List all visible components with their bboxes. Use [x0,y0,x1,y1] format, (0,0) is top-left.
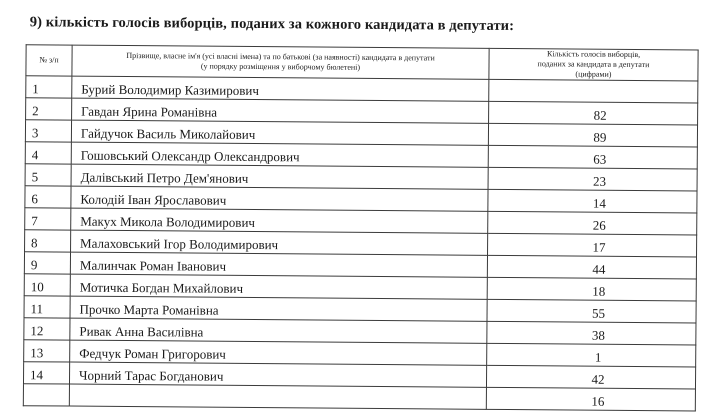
header-votes-line2: поданих за кандидата в депутати [537,59,650,70]
row-number: 6 [25,186,71,208]
candidate-name: Макух Микола Володимирович [71,208,488,233]
row-number: 7 [25,208,71,230]
votes-table [23,44,699,411]
header-number: № з/п [26,45,72,76]
vote-count: 1 [487,343,696,367]
row-number: 1 [26,76,72,98]
candidate-name [69,384,486,409]
candidate-name: Малинчак Роман Іванович [70,252,487,277]
vote-count: 17 [488,233,697,257]
row-number: 12 [24,318,70,340]
candidate-name: Малаховський Ігор Володимирович [71,230,488,255]
vote-count: 42 [486,365,695,389]
row-number: 8 [25,230,71,252]
vote-count: 38 [487,321,696,345]
row-number: 10 [24,274,70,296]
row-number: 9 [24,252,70,274]
candidate-name: Прочко Марта Романівна [70,296,487,321]
candidate-name: Бурий Володимир Казимирович [72,76,489,101]
section-heading: 9) кількість голосів виборців, поданих за кожного кандидата в депутати: [29,14,515,35]
header-votes-line1: Кількість голосів виборців, [546,49,641,60]
row-number: 13 [24,340,70,362]
vote-count: 18 [487,277,696,301]
table-body [23,76,698,411]
candidate-name: Гошовський Олександр Олександрович [71,142,488,167]
candidate-name: Гайдучок Василь Миколайович [71,120,488,145]
row-number: 4 [25,142,71,164]
vote-count: 63 [488,145,697,169]
vote-count: 89 [488,123,697,147]
vote-count: 14 [488,189,697,213]
candidate-name: Федчук Роман Григорович [70,340,487,365]
row-number: 5 [25,164,71,186]
header-name-line2: (у порядку розміщення у виборчому бюлетені) [200,61,361,72]
table-row [23,384,695,411]
candidate-name: Мотичка Богдан Михайлович [70,274,487,299]
row-number [23,384,69,406]
row-number: 2 [26,98,72,120]
candidate-name: Далівський Петро Дем'янович [71,164,488,189]
candidate-name: Ривак Анна Василівна [70,318,487,343]
candidate-name: Чорний Тарас Богданович [69,362,486,387]
header-votes-line3: (цифрами) [575,69,612,79]
header-name [72,45,489,79]
vote-count: 55 [487,299,696,323]
vote-count: 23 [488,167,697,191]
candidate-name: Гавдан Ярина Романівна [72,98,489,123]
row-number: 3 [25,120,71,142]
vote-count: 26 [488,211,697,235]
row-number: 11 [24,296,70,318]
row-number: 14 [23,362,69,384]
vote-count: 16 [486,387,695,411]
header-name-line1: Прізвище, власне ім'я (усі власні імена) та по батькові (за наявності) кандидата в депутати [126,50,435,63]
vote-count: 82 [489,101,698,125]
vote-count [489,79,698,103]
vote-count: 44 [487,255,696,279]
candidate-name: Колодій Іван Ярославович [71,186,488,211]
header-votes [489,48,698,81]
